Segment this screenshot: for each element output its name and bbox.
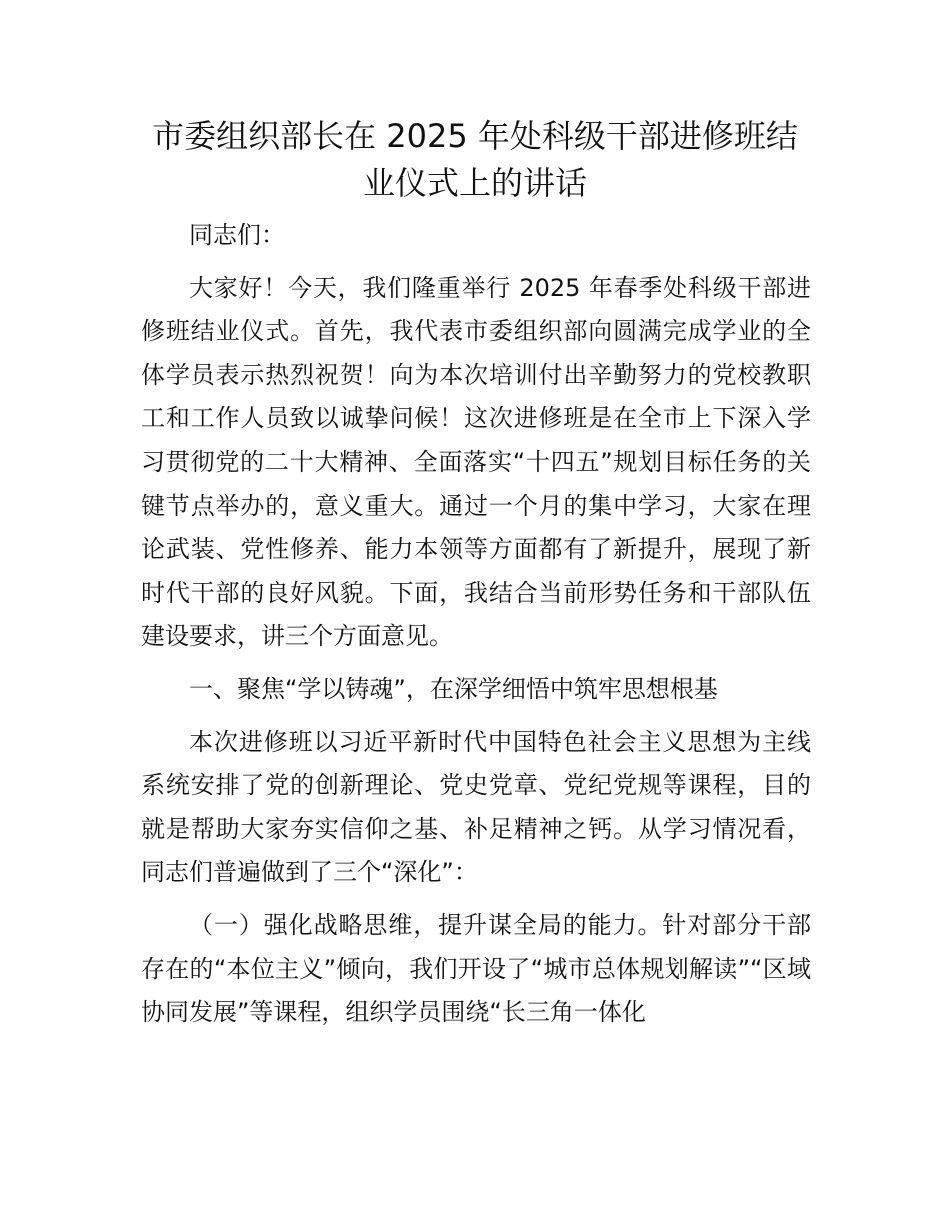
opening-paragraph: 大家好！今天，我们隆重举行 2025 年春季处科级干部进修班结业仪式。首先，我代表市委组织部向圆满完成学业的全体学员表示热烈祝贺！向为本次培训付出辛勤努力的党校教职工和工作人员致以诚挚问候！这次进修班是在全市上下深入学习贯彻党的二十大精神、全面落实“十四五”规划目标任务的关键节点举办的，意义重大。通过一个月的集中学习，大家在理论武装、党性修养、能力本领等方面都有了新提升，展现了新时代干部的良好风貌。下面，我结合当前形势任务和干部队伍建设要求，讲三个方面意见。 bbox=[141, 273, 811, 651]
section-heading-1: 一、聚焦“学以铸魂”，在深学细悟中筑牢思想根基 bbox=[189, 674, 718, 703]
section-1-intro-paragraph: 本次进修班以习近平新时代中国特色社会主义思想为主线系统安排了党的创新理论、党史党章、党纪党规等课程，目的就是帮助大家夯实信仰之基、补足精神之钙。从学习情况看，同志们普遍做到了三个“深化”： bbox=[141, 727, 811, 887]
document-title: 市委组织部长在 2025 年处科级干部进修班结业仪式上的讲话 bbox=[152, 117, 798, 202]
document-body bbox=[141, 214, 811, 1044]
salutation-paragraph: 同志们： bbox=[189, 221, 285, 249]
subsection-1-paragraph: （一）强化战略思维，提升谋全局的能力。针对部分干部存在的“本位主义”倾向，我们开设了“城市总体规划解读”“区域协同发展”等课程，组织学员围绕“长三角一体化 bbox=[141, 910, 811, 1027]
